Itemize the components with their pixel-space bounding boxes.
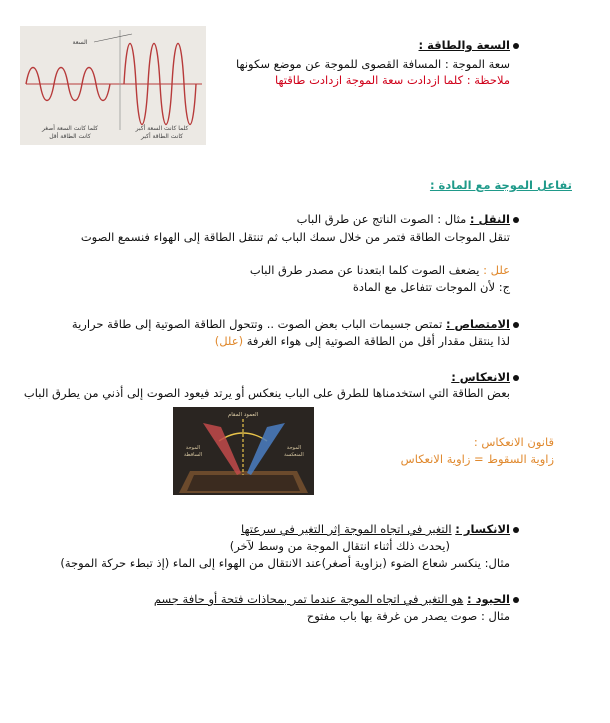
reflection-term: الانعكاس : <box>451 370 510 384</box>
amplitude-heading: السعة والطاقة : <box>418 38 510 52</box>
reflection-law-title: قانون الانعكاس : <box>473 435 554 449</box>
refraction-definition: التغير في اتجاه الموجة إثر التغير في سرعتها <box>240 522 452 536</box>
bullet-amplitude <box>513 43 519 49</box>
small-wave-caption-2: كانت الطاقة أقل <box>49 133 91 140</box>
reflected-label-2: المنعكسة <box>284 452 304 458</box>
diffraction-definition: هو التغير في اتجاه الموجة عندما تمر بمحاذات فتحة أو حافة جسم <box>153 592 464 606</box>
refraction-example: مثال: ينكسر شعاع الضوء (بزاوية أصغر)عند الانتقال من الهواء إلى الماء (إذ تبطء حركة الموجة) <box>60 556 510 570</box>
interaction-title: تفاعل الموجة مع المادة : <box>429 178 572 192</box>
absorption-text1: تمتص جسيمات الباب بعض الصوت .. وتتحول الطاقة الصوتية إلى طاقة حرارية <box>71 317 443 331</box>
bullet-transmission <box>513 217 519 223</box>
bullet-absorption <box>513 322 519 328</box>
large-wave-caption-1: كلما كانت السعة أكبر <box>135 125 189 132</box>
transmission-why-line <box>250 263 510 278</box>
transmission-term: النقل : <box>469 212 510 226</box>
diffraction-example: مثال : صوت يصدر من غرفة بها باب مفتوح <box>306 609 510 623</box>
reflection-figure <box>173 407 314 495</box>
incident-label-1: الموجة <box>185 445 201 451</box>
absorption-line <box>72 317 510 332</box>
large-wave-caption-2: كانت الطاقة أكبر <box>140 133 184 140</box>
transmission-example: مثال : الصوت الناتج عن طرق الباب <box>296 212 467 226</box>
refraction-cause: (يحدث ذلك أثناء انتقال الموجة من وسط لآخر) <box>229 539 450 553</box>
bullet-reflection <box>513 375 519 381</box>
amplitude-energy-figure <box>20 26 206 145</box>
reflected-label-1: الموجة <box>286 445 302 451</box>
mirror-surface <box>187 475 300 491</box>
refraction-term: الانكسار : <box>455 522 510 536</box>
transmission-why-text: يضعف الصوت كلما ابتعدنا عن مصدر طرق الباب <box>249 263 480 277</box>
amplitude-note: ملاحظة : كلما ازدادت سعة الموجة ازدادت طاقتها <box>275 73 510 87</box>
absorption-text2: لذا ينتقل مقدار أقل من الطاقة الصوتية إلى هواء الغرفة <box>246 334 510 348</box>
refraction-line <box>241 522 510 537</box>
reflection-text: بعض الطاقة التي استخدمناها للطرق على الباب ينعكس أو يرتد فيعود الصوت إلى أذني من يطرق الباب <box>23 386 510 400</box>
small-wave-caption-1: كلما كانت السعة أصغر <box>41 125 99 132</box>
bullet-diffraction <box>513 597 519 603</box>
absorption-term: الامتصاص : <box>445 317 510 331</box>
transmission-answer: ج: لأن الموجات تتفاعل مع المادة <box>352 280 510 294</box>
transmission-why-label: علل : <box>483 263 510 277</box>
transmission-line <box>297 212 510 227</box>
diffraction-term: الحيود : <box>467 592 510 606</box>
absorption-why: (علل) <box>214 334 244 348</box>
incident-label-2: الساقطة <box>183 452 203 458</box>
normal-label: العمود المقام <box>227 412 259 418</box>
absorption-text2-line <box>215 334 510 349</box>
amplitude-label: السعة <box>72 39 88 46</box>
transmission-explanation: تنقل الموجات الطاقة فتمر من خلال سمك الباب ثم تنتقل الطاقة إلى الهواء فنسمع الصوت <box>80 230 510 244</box>
bullet-refraction <box>513 527 519 533</box>
amplitude-definition: سعة الموجة : المسافة القصوى للموجة عن موضع سكونها <box>236 57 510 71</box>
diffraction-line <box>154 592 510 607</box>
reflection-law: زاوية السقوط = زاوية الانعكاس <box>400 452 554 466</box>
